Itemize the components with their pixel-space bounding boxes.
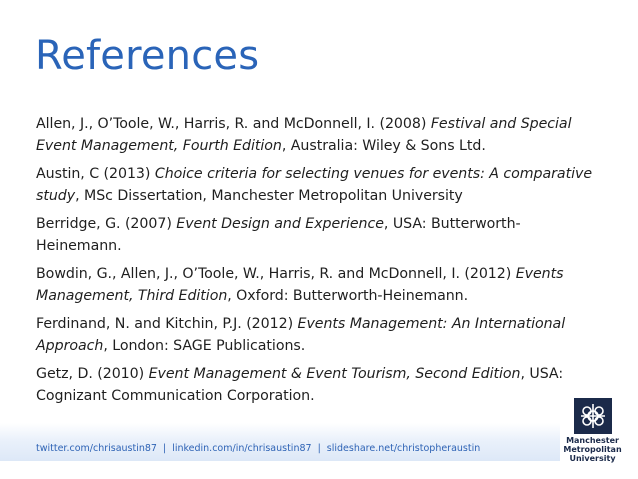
reference-publisher: , USA: Butterworth-Heinemann. [36,216,521,254]
footer-band [0,423,560,461]
reference-authors: Bowdin, G., Allen, J., O’Toole, W., Harris, R. and McDonnell, I. (2012) [36,266,516,282]
reference-item [36,313,606,357]
reference-title: Event Management & Event Tourism, Second Edition [148,366,521,382]
reference-authors: Allen, J., O’Toole, W., Harris, R. and McDonnell, I. (2008) [36,116,431,132]
reference-publisher: , MSc Dissertation, Manchester Metropolitan University [75,188,463,204]
reference-item [36,363,606,407]
reference-title: Event Design and Experience [176,216,384,232]
reference-publisher: , USA: Cognizant Communication Corporation. [36,366,564,404]
logo-line: Manchester [566,436,619,445]
university-crest-icon [574,398,612,434]
slideshare-link[interactable]: slideshare.net/christopheraustin [326,443,481,454]
university-logo [560,398,625,472]
footer-separator: | [317,443,321,454]
slide-title: References [35,33,260,79]
reference-title: Events Management: An International Approach [36,316,566,354]
reference-title: Festival and Special Event Management, Fourth Edition [36,116,572,154]
reference-title: Choice criteria for selecting venues for events: A comparative study [36,166,593,204]
linkedin-link[interactable]: linkedin.com/in/chrisaustin87 [172,443,312,454]
reference-item [36,263,606,307]
reference-publisher: , Oxford: Butterworth-Heinemann. [227,288,469,304]
logo-line: University [569,454,616,463]
reference-authors: Austin, C (2013) [36,166,155,182]
reference-item [36,213,606,257]
reference-authors: Getz, D. (2010) [36,366,149,382]
university-name [560,436,625,463]
reference-list [36,113,606,413]
reference-authors: Berridge, G. (2007) [36,216,177,232]
footer-separator: | [162,443,167,454]
reference-publisher: , London: SAGE Publications. [103,338,306,354]
twitter-link[interactable]: twitter.com/chrisaustin87 [36,443,157,454]
reference-item [36,163,606,207]
reference-authors: Ferdinand, N. and Kitchin, P.J. (2012) [36,316,298,332]
logo-line: Metropolitan [563,445,622,454]
footer-links [36,443,480,455]
reference-item [36,113,606,157]
reference-title: Events Management, Third Edition [36,266,564,304]
reference-publisher: , Australia: Wiley & Sons Ltd. [281,138,486,154]
